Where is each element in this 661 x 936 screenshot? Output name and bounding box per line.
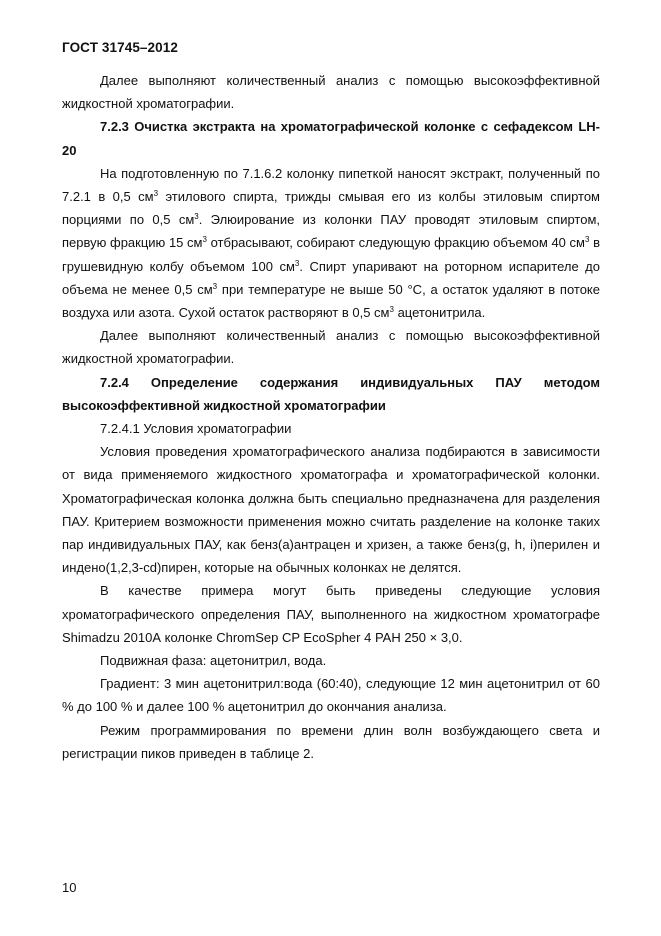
subsection-heading-7-2-4-1: 7.2.4.1 Условия хроматографии (100, 421, 292, 437)
text-fragment: при температуре не выше 50 °С, а остаток удаляют в потоке воздуха или азота. Сухой остаток растворяют в 0,5 см (62, 281, 600, 321)
superscript-3: 3 (153, 189, 159, 199)
section-heading-7-2-3: 7.2.3 Очистка экстракта на хроматографической колонке с сефадексом LH-20 (62, 119, 600, 158)
text-fragment: в грушевидную колбу объемом 100 см (62, 235, 600, 274)
paragraph-example-conditions: В качестве примера могут быть приведены следующие условия хроматографического определения ПАУ, выполненного на жидкостном хроматографе Shimadzu 2010А колонке ChromSep CP EcoSpher 4 PAH 250 × 3,0. (62, 583, 600, 645)
text-fragment: На подготовленную по 7.1.6.2 колонку пипеткой наносят экстракт, полученный по 7.2.1 в 0,5 см (62, 165, 600, 205)
text-fragment: ацетонитрила. (393, 305, 486, 321)
paragraph-analysis-note-1: Далее выполняют количественный анализ с помощью высокоэффективной жидкостной хроматографии. (62, 73, 600, 112)
superscript-3: 3 (584, 235, 590, 245)
paragraph-wavelength-program: Режим программирования по времени длин волн возбуждающего света и регистрации пиков приведен в таблице 2. (62, 722, 600, 761)
paragraph-mobile-phase: Подвижная фаза: ацетонитрил, вода. (100, 653, 327, 669)
text-fragment: этилового спирта, трижды смывая его из колбы этиловым спиртом порциями по 0,5 см (62, 189, 600, 228)
paragraph-column-procedure (62, 162, 600, 324)
text-fragment: . Спирт упаривают на роторном испарителе до объема не менее 0,5 см (62, 258, 600, 297)
standard-header: ГОСТ 31745–2012 (62, 40, 178, 55)
text-fragment: . Элюирование из колонки ПАУ проводят этиловым спиртом, первую фракцию 15 см (62, 212, 600, 251)
section-heading-7-2-4: 7.2.4 Определение содержания индивидуальных ПАУ методом высокоэффективной жидкостной хроматографии (62, 374, 600, 413)
superscript-3: 3 (389, 305, 394, 315)
paragraph-analysis-note-2: Далее выполняют количественный анализ с помощью высокоэффективной жидкостной хроматографии. (62, 328, 600, 367)
superscript-3: 3 (212, 281, 218, 291)
superscript-3: 3 (294, 258, 300, 268)
text-fragment: отбрасывают, собирают следующую фракцию объемом 40 см (206, 235, 585, 251)
paragraph-chromatography-conditions: Условия проведения хроматографического анализа подбираются в зависимости от вида применяемого жидкостного хроматографа и хроматографической колонки. Хроматографическая колонка должна быть специально предназначена для разделения ПАУ. Критерием возможности применения можно считать разделение на колонке таких пар индивидуальных ПАУ, как бенз(а)антрацен и хризен, а также бенз(g, h, i)перилен и индено(1,2,3-cd)пирен, которые на обычных колонках не делятся. (62, 444, 600, 576)
superscript-3: 3 (202, 235, 207, 245)
page-number: 10 (62, 880, 77, 895)
document-body (62, 69, 600, 765)
superscript-3: 3 (194, 212, 199, 222)
paragraph-gradient: Градиент: 3 мин ацетонитрил:вода (60:40), следующие 12 мин ацетонитрил от 60 % до 100 % и далее 100 % ацетонитрил до окончания анализа. (62, 676, 600, 715)
